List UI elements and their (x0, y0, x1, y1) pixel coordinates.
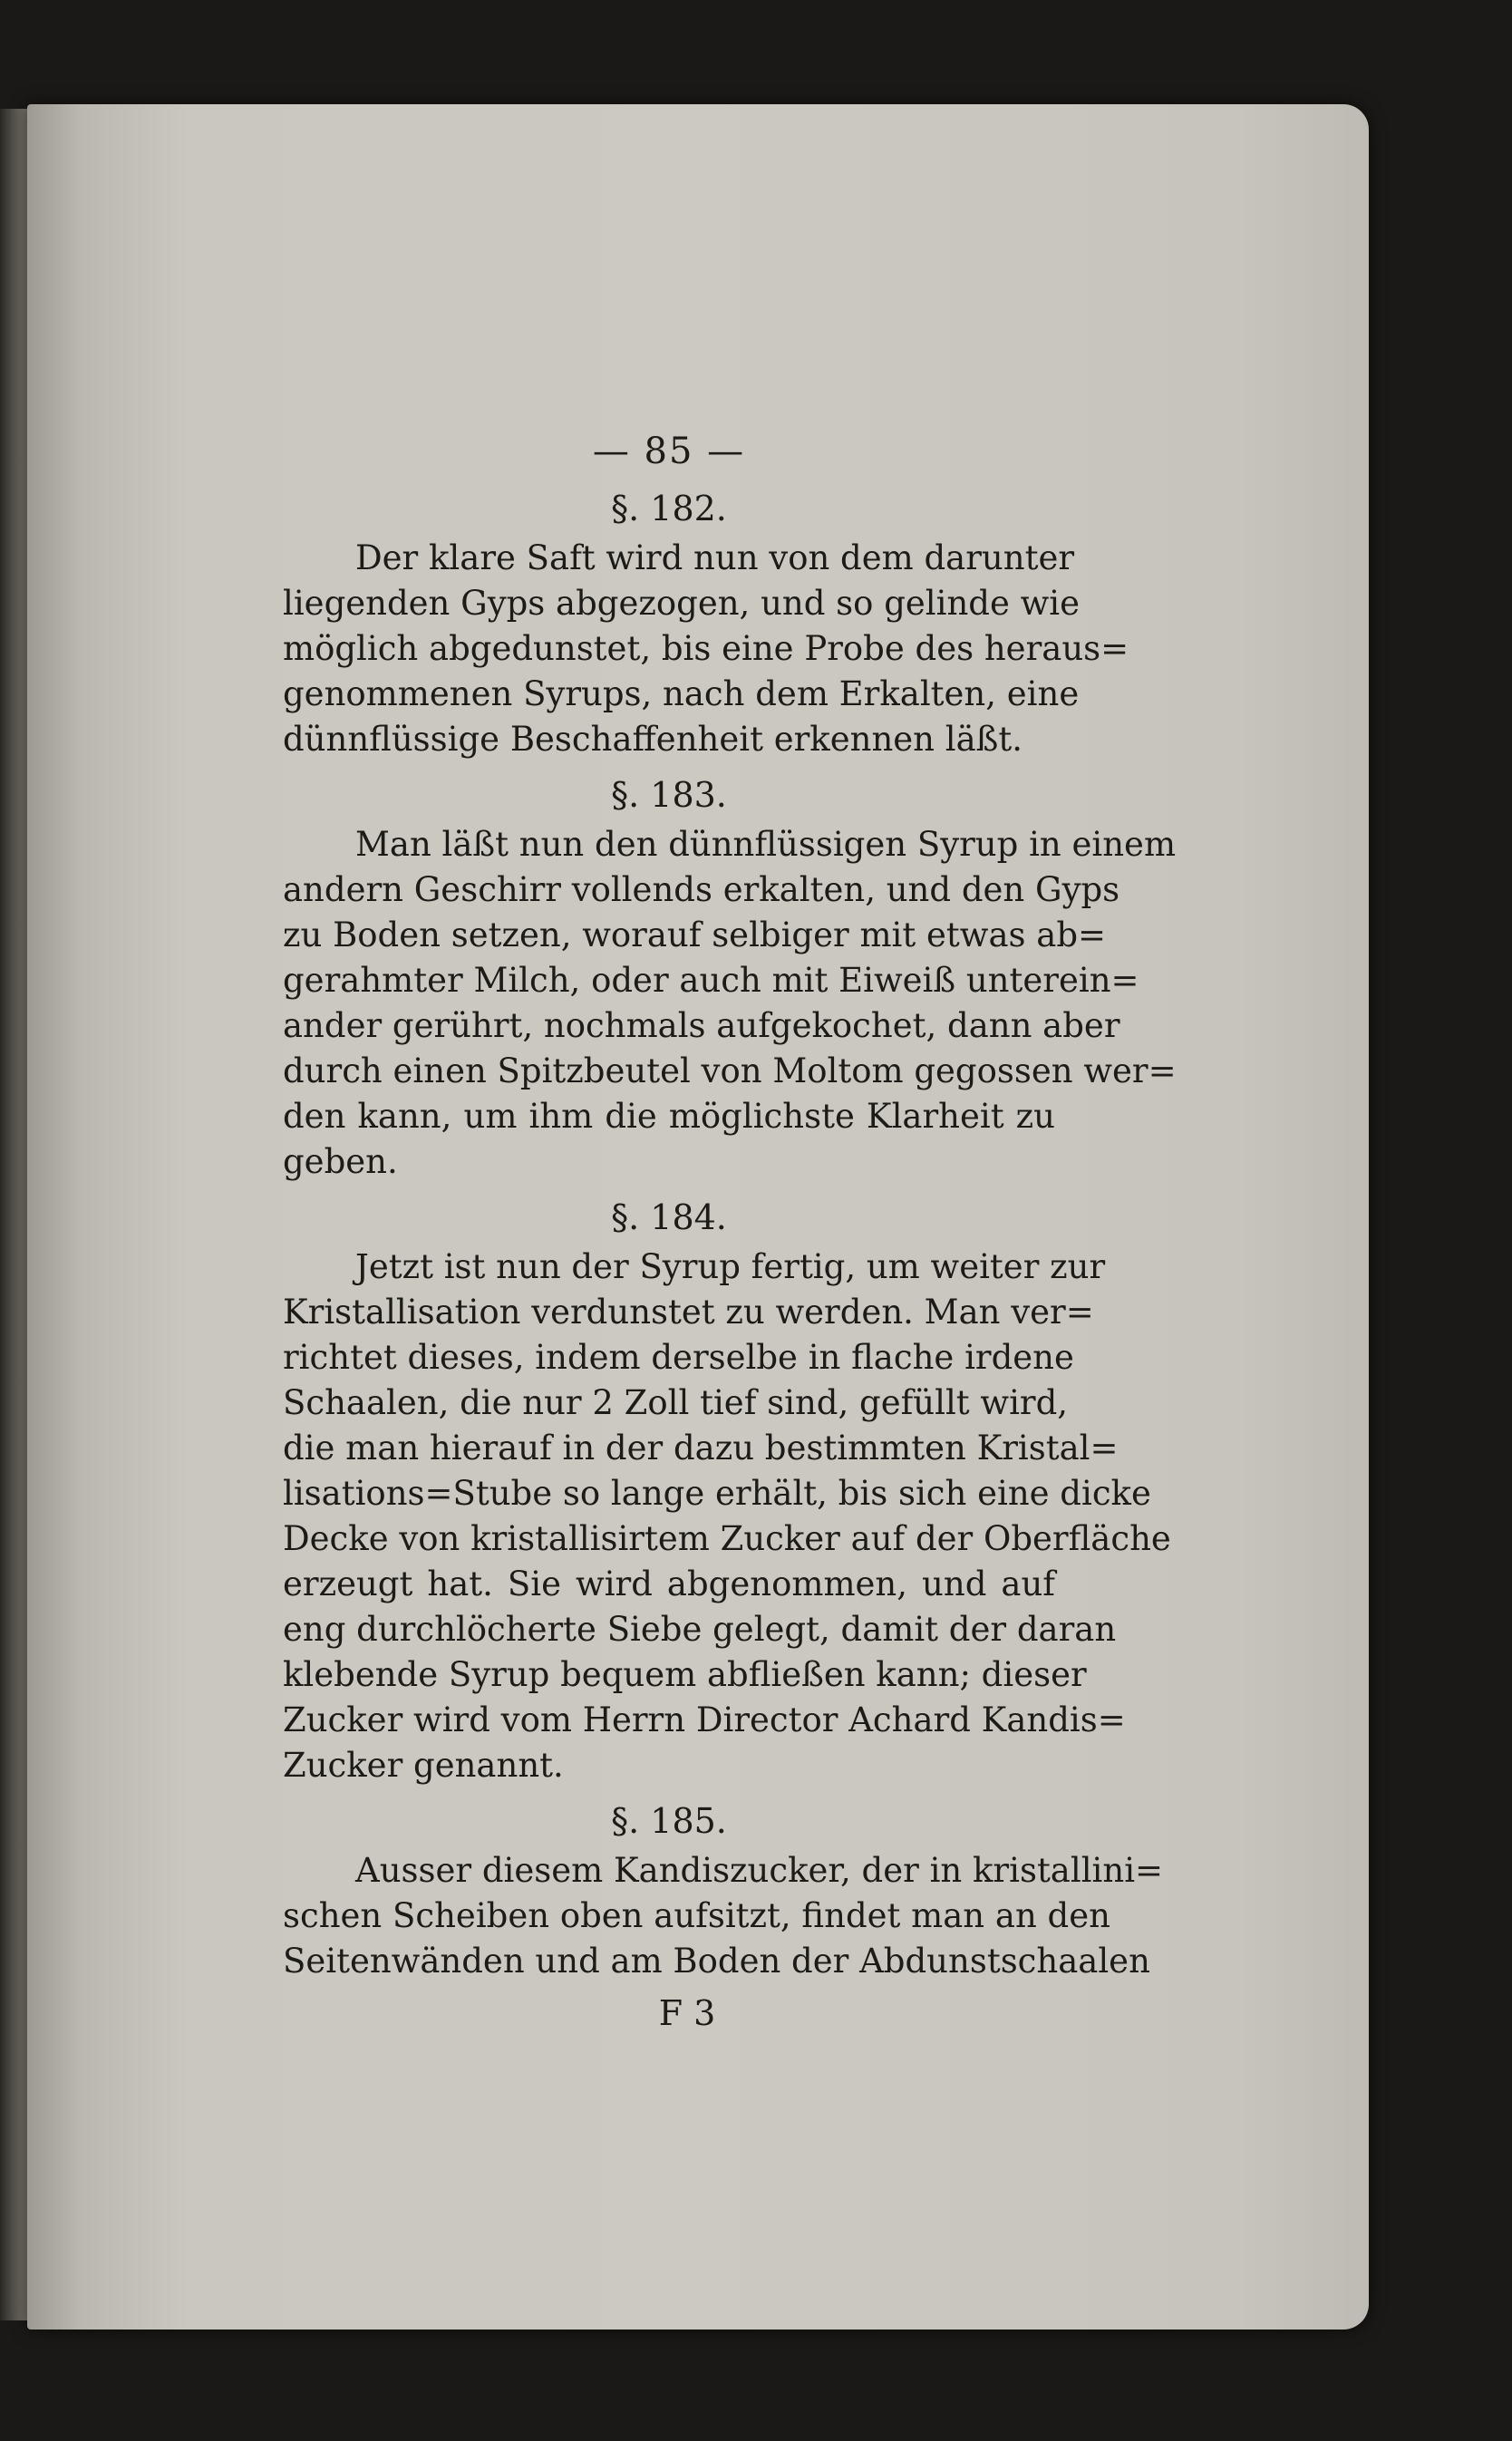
text-line: geben. (283, 1142, 398, 1181)
text-line: durch einen Spitzbeutel von Moltom gegossen wer= (283, 1051, 1177, 1090)
text-line: Ausser diesem Kandiszucker, der in kristallini= (355, 1851, 1164, 1890)
text-line: Der klare Saft wird nun von dem darunter (355, 538, 1075, 577)
text-line: genommenen Syrups, nach dem Erkalten, eine (283, 674, 1080, 713)
text-line: Decke von kristallisirtem Zucker auf der Oberfläche (283, 1519, 1171, 1558)
text-line: zu Boden setzen, worauf selbiger mit etwas ab= (283, 915, 1106, 954)
section-185 (283, 1801, 1164, 1984)
text-line: ander gerührt, nochmals aufgekochet, dann aber (283, 1006, 1120, 1045)
text-line: liegenden Gyps abgezogen, und so gelinde wie (283, 584, 1081, 623)
text-line: Jetzt ist nun der Syrup fertig, um weiter zur (355, 1247, 1106, 1286)
text-line: Man läßt nun den dünnflüssigen Syrup in einem (355, 825, 1177, 864)
text-line: Zucker wird vom Herrn Director Achard Kandis= (283, 1700, 1126, 1739)
page-text-block (283, 431, 1177, 2033)
page-number-header: — 85 — (592, 431, 746, 472)
section-number: §. 183. (611, 775, 727, 815)
text-line: eng durchlöcherte Siebe gelegt, damit der daran (283, 1610, 1117, 1649)
text-line: Kristallisation verdunstet zu werden. Man ver= (283, 1293, 1094, 1332)
text-line: Schaalen, die nur 2 Zoll tief sind, gefüllt wird, (283, 1383, 1069, 1422)
text-line: schen Scheiben oben aufsitzt, findet man an den (283, 1896, 1110, 1935)
text-line: den kann, um ihm die möglichste Klarheit zu (283, 1097, 1055, 1136)
text-line: gerahmter Milch, oder auch mit Eiweiß unterein= (283, 961, 1139, 1000)
text-line: richtet dieses, indem derselbe in flache irdene (283, 1338, 1074, 1377)
book-page (27, 104, 1369, 2330)
text-line: andern Geschirr vollends erkalten, und den Gyps (283, 870, 1120, 909)
text-line: Seitenwänden und am Boden der Abdunstschaalen (283, 1942, 1150, 1981)
section-182 (283, 489, 1129, 762)
section-number: §. 184. (611, 1197, 727, 1237)
text-line: lisations=Stube so lange erhält, bis sich eine dicke (283, 1474, 1151, 1513)
section-184 (283, 1197, 1171, 1788)
text-line: möglich abgedunstet, bis eine Probe des heraus= (283, 629, 1129, 668)
text-line: die man hierauf in der dazu bestimmten Kristal= (283, 1429, 1119, 1468)
section-183 (283, 775, 1177, 1185)
text-line: Zucker genannt. (283, 1746, 564, 1785)
section-number: §. 182. (611, 489, 727, 528)
signature-mark: F 3 (658, 1993, 716, 2033)
section-number: §. 185. (611, 1801, 727, 1841)
text-line: dünnflüssige Beschaffenheit erkennen läßt. (283, 720, 1023, 759)
text-line: klebende Syrup bequem abfließen kann; dieser (283, 1655, 1087, 1694)
text-line: erzeugt hat. Sie wird abgenommen, und auf (283, 1564, 1055, 1603)
